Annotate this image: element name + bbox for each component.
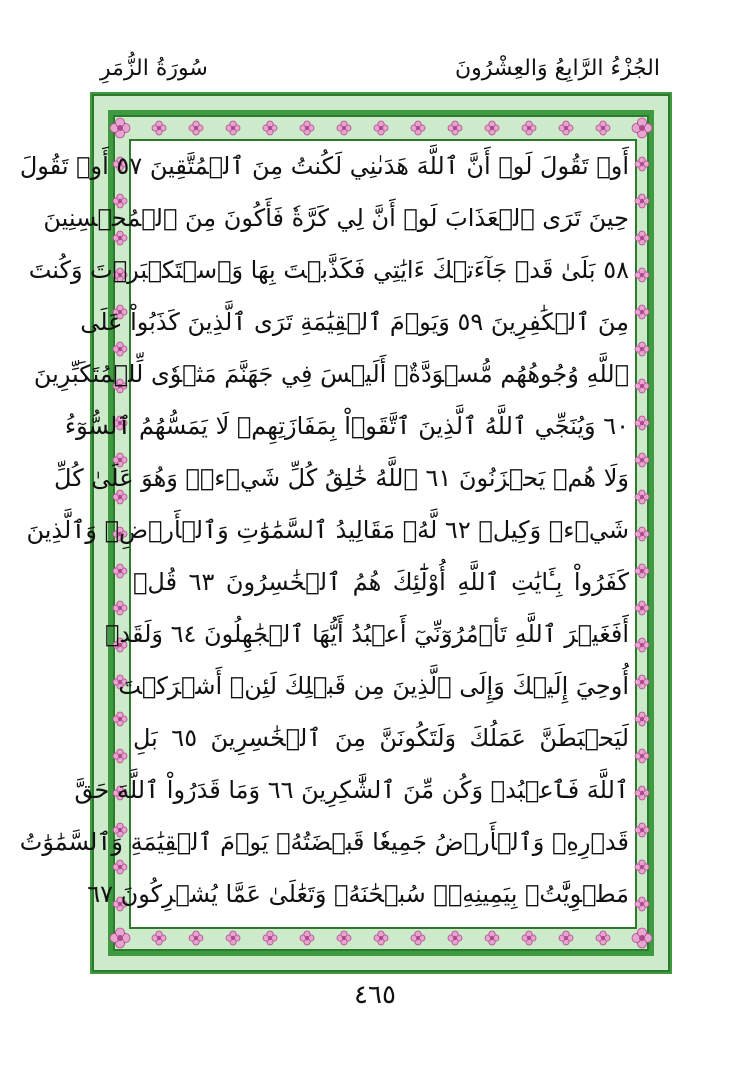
verse-line: ٥٨ بَلَىٰ قَدۡ جَآءَتۡكَ ءَايَٰتِي فَكَذَّبۡتَ بِهَا وَٱسۡتَكۡبَرۡتَ وَكُنتَ bbox=[28, 256, 629, 284]
verse-line: وَلَا هُمۡ يَحۡزَنُونَ ٦١ ٱللَّهُ خَٰلِقُ كُلِّ شَيۡءٖۖ وَهُوَ عَلَىٰ كُلِّ bbox=[54, 464, 629, 492]
verse-line: مَطۡوِيَّٰتُۢ بِيَمِينِهِۦۚ سُبۡحَٰنَهُۥ وَتَعَٰلَىٰ عَمَّا يُشۡرِكُونَ ٦٧ bbox=[87, 880, 629, 908]
page-header bbox=[100, 50, 660, 90]
verse-line: أُوحِيَ إِلَيۡكَ وَإِلَى ٱلَّذِينَ مِن قَبۡلِكَ لَئِنۡ أَشۡرَكۡتَ bbox=[118, 672, 629, 700]
juz-title: الجُزْءُ الرَّابِعُ وَالعِشْرُونَ bbox=[455, 56, 660, 81]
verse-line: ٱللَّهِ وُجُوهُهُم مُّسۡوَدَّةٌۚ أَلَيۡسَ فِي جَهَنَّمَ مَثۡوٗى لِّلۡمُتَكَبِّرِينَ bbox=[33, 360, 629, 388]
verse-line: كَفَرُواْ بِـَٔايَٰتِ ٱللَّهِ أُوْلَٰٓئِكَ هُمُ ٱلۡخَٰسِرُونَ ٦٣ قُلۡ bbox=[133, 568, 629, 596]
verse-line: ٦٠ وَيُنَجِّي ٱللَّهُ ٱلَّذِينَ ٱتَّقَوۡاْ بِمَفَازَتِهِمۡ لَا يَمَسُّهُمُ ٱلسُّوٓءُ bbox=[64, 412, 629, 440]
verse-line: قَدۡرِهِۦ وَٱلۡأَرۡضُ جَمِيعٗا قَبۡضَتُهُۥ يَوۡمَ ٱلۡقِيَٰمَةِ وَٱلسَّمَٰوَٰتُ bbox=[19, 828, 629, 856]
verse-line: أَوۡ تَقُولَ لَوۡ أَنَّ ٱللَّهَ هَدَىٰنِي لَكُنتُ مِنَ ٱلۡمُتَّقِينَ ٥٧ أَوۡ تَقُولَ bbox=[19, 152, 629, 180]
verse-line: مِنَ ٱلۡكَٰفِرِينَ ٥٩ وَيَوۡمَ ٱلۡقِيَٰمَةِ تَرَى ٱلَّذِينَ كَذَبُواْ عَلَى bbox=[80, 308, 629, 336]
page-number: ٤٦٥ bbox=[354, 980, 396, 1010]
verse-line: حِينَ تَرَى ٱلۡعَذَابَ لَوۡ أَنَّ لِي كَرَّةٗ فَأَكُونَ مِنَ ٱلۡمُحۡسِنِينَ bbox=[43, 204, 629, 232]
surah-title: سُورَةُ الزُّمَرِ bbox=[100, 56, 208, 81]
verse-line: شَيۡءٖ وَكِيلٞ ٦٢ لَّهُۥ مَقَالِيدُ ٱلسَّمَٰوَٰتِ وَٱلۡأَرۡضِۗ وَٱلَّذِينَ bbox=[26, 516, 629, 544]
verse-line: ٱللَّهَ فَٱعۡبُدۡ وَكُن مِّنَ ٱلشَّٰكِرِينَ ٦٦ وَمَا قَدَرُواْ ٱللَّهَ حَقَّ bbox=[74, 776, 629, 804]
verse-line: لَيَحۡبَطَنَّ عَمَلُكَ وَلَتَكُونَنَّ مِنَ ٱلۡخَٰسِرِينَ ٦٥ بَلِ bbox=[133, 724, 630, 752]
verse-line: أَفَغَيۡرَ ٱللَّهِ تَأۡمُرُوٓنِّيٓ أَعۡبُدُ أَيُّهَا ٱلۡجَٰهِلُونَ ٦٤ وَلَقَدۡ bbox=[104, 620, 629, 648]
quran-text bbox=[19, 143, 630, 923]
